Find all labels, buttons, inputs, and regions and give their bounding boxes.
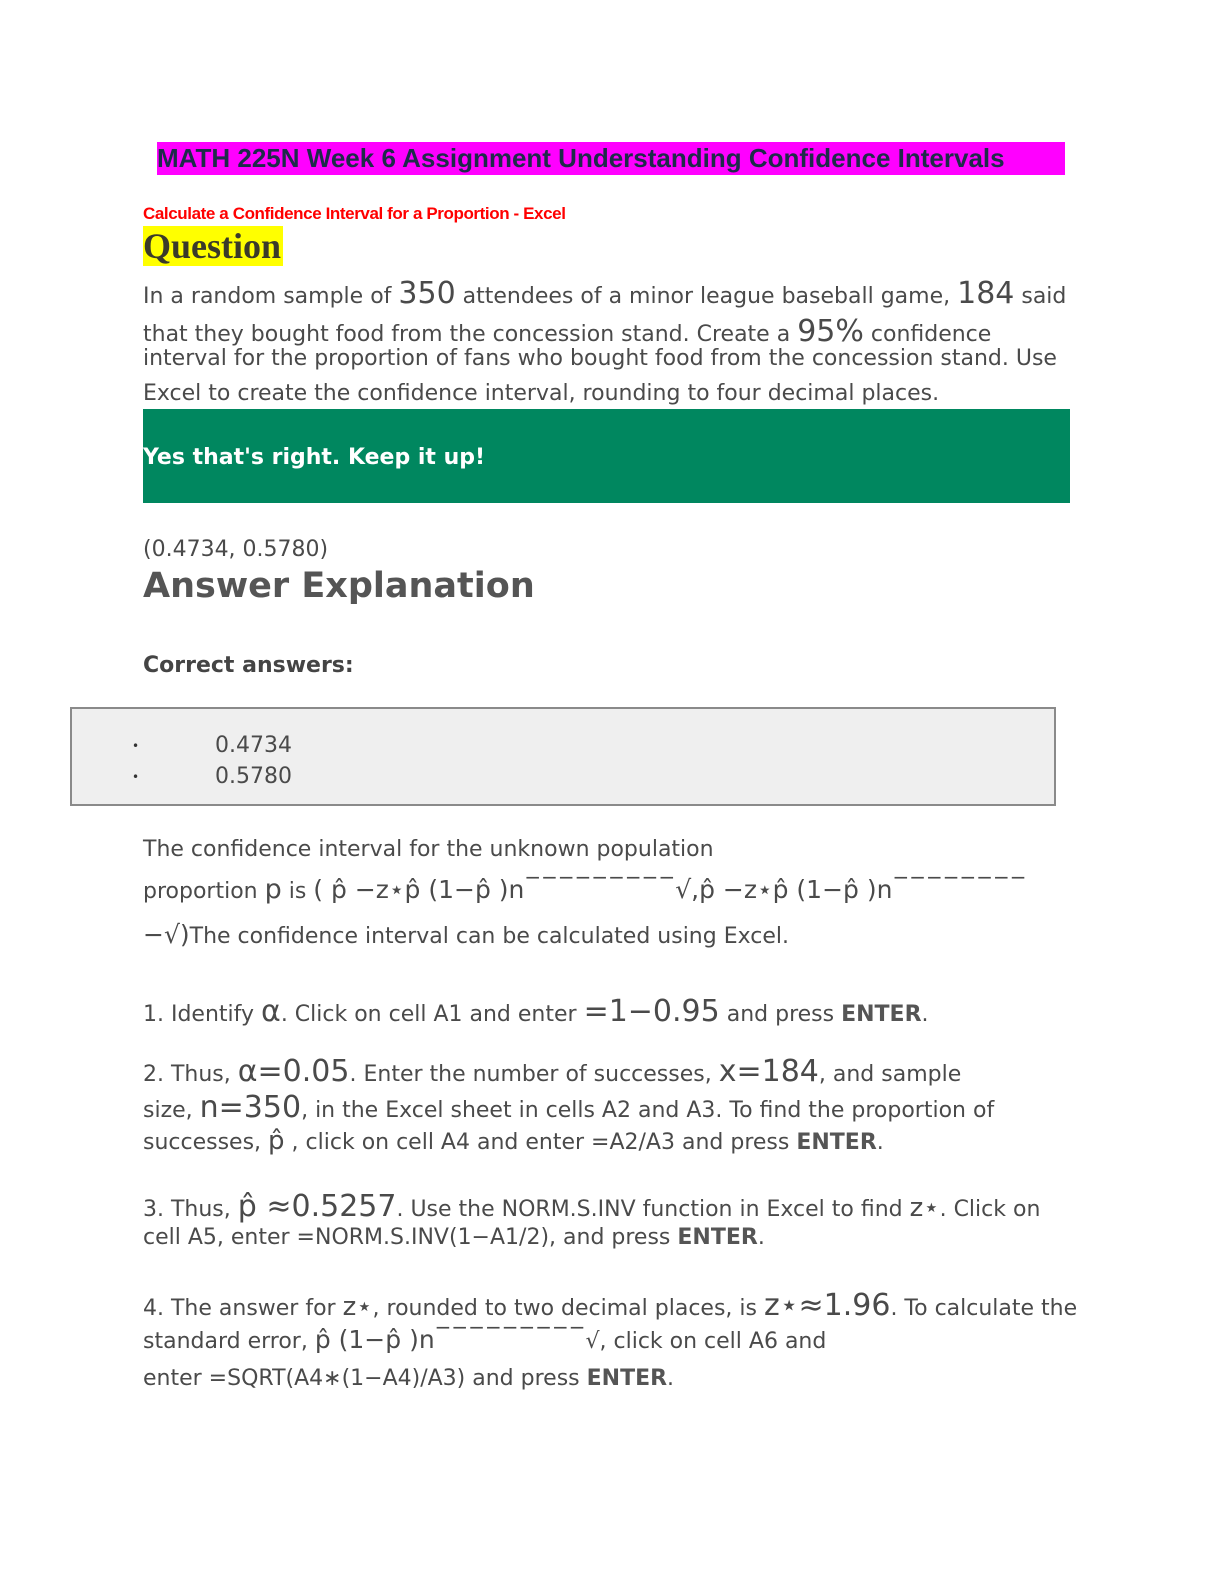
explanation-line-1: The confidence interval for the unknown population: [143, 837, 714, 862]
text: .: [921, 1002, 929, 1027]
step-1: [143, 994, 929, 1029]
math-formula: √,p̂ −z⋆p̂ (1−p̂ )n: [675, 875, 893, 904]
math-alpha: α: [261, 994, 281, 1029]
step-4-line-1: [143, 1288, 1077, 1323]
feedback-text: Yes that's right. Keep it up!: [143, 445, 486, 470]
step-3-line-1: [143, 1189, 1040, 1224]
text: said: [1014, 284, 1067, 309]
math-p: p: [264, 874, 282, 905]
text: , rounded to two decimal places, is: [372, 1296, 764, 1321]
question-line-1: [143, 276, 1073, 311]
math-expression: z⋆≈1.96: [763, 1288, 891, 1323]
question-heading: Question: [143, 226, 282, 266]
text: .: [757, 1225, 765, 1250]
math-overline: −−−−−−−−: [892, 865, 1027, 889]
math-p-hat: p̂: [268, 1126, 285, 1156]
math-overline: −−−−−−−−−: [434, 1315, 586, 1339]
math-expression: x=184: [718, 1054, 819, 1089]
text: standard error,: [143, 1329, 315, 1354]
text: 4. The answer for: [143, 1296, 343, 1321]
text: , and sample: [818, 1062, 962, 1087]
question-line-4: Excel to create the confidence interval, rounding to four decimal places.: [143, 381, 940, 406]
text: . To calculate the: [890, 1296, 1078, 1321]
text: .: [876, 1130, 884, 1155]
text: 3. Thus,: [143, 1197, 238, 1222]
math-formula: ( p̂ −z⋆p̂ (1−p̂ )n: [313, 875, 525, 904]
math-z-star: z⋆: [909, 1193, 940, 1223]
correct-answers-box: [70, 707, 1056, 806]
math-formula: −√): [143, 920, 190, 949]
key-label: ENTER: [677, 1225, 758, 1250]
text: that they bought food from the concession stand. Create a: [143, 322, 798, 347]
question-line-2: [143, 314, 1073, 349]
step-4-line-2: [143, 1315, 827, 1354]
question-line-3: interval for the proportion of fans who bought food from the concession stand. Use: [143, 346, 1057, 371]
text: proportion: [143, 879, 265, 904]
step-2-line-3: [143, 1126, 884, 1156]
text: is: [281, 879, 314, 904]
step-3-line-2: [143, 1225, 765, 1250]
text: . Click on cell A1 and enter: [280, 1002, 584, 1027]
math-overline: −−−−−−−−−: [524, 865, 676, 889]
text: 1. Identify: [143, 1002, 262, 1027]
text: .: [667, 1366, 675, 1391]
explanation-line-3: [143, 920, 1073, 949]
explanation-heading: Answer Explanation: [143, 566, 535, 606]
confidence-level: 95%: [797, 314, 864, 349]
text: . Enter the number of successes,: [349, 1062, 719, 1087]
bullet-icon: •: [132, 770, 140, 784]
key-label: ENTER: [841, 1002, 922, 1027]
step-4-line-3: [143, 1366, 674, 1391]
math-expression: p̂ ≈0.5257: [237, 1189, 397, 1224]
correct-answer-value: 0.4734: [215, 733, 292, 758]
text: cell A5, enter =NORM.S.INV(1−A1/2), and press: [143, 1225, 678, 1250]
bullet-icon: •: [132, 739, 140, 753]
text: enter =SQRT(A4∗(1−A4)/A3) and press: [143, 1366, 587, 1391]
text: In a random sample of: [143, 284, 399, 309]
math-z-star: z⋆: [342, 1292, 373, 1322]
text: confidence: [863, 322, 992, 347]
page-title: MATH 225N Week 6 Assignment Understanding Confidence Intervals: [157, 142, 1065, 175]
text: . Use the NORM.S.INV function in Excel to find: [396, 1197, 910, 1222]
step-2-line-2: [143, 1090, 994, 1125]
step-2-line-1: [143, 1054, 961, 1089]
text: 2. Thus,: [143, 1062, 238, 1087]
key-label: ENTER: [796, 1130, 877, 1155]
sample-size: 350: [398, 276, 456, 311]
text: , click on cell A4 and enter =A2/A3 and press: [284, 1130, 797, 1155]
text: size,: [143, 1098, 200, 1123]
text: and press: [719, 1002, 842, 1027]
text: attendees of a minor league baseball game,: [455, 284, 958, 309]
success-count: 184: [957, 276, 1015, 311]
text: , in the Excel sheet in cells A2 and A3. To find the proportion of: [301, 1098, 995, 1123]
key-label: ENTER: [586, 1366, 668, 1391]
section-subtitle: Calculate a Confidence Interval for a Proportion - Excel: [143, 204, 566, 223]
feedback-banner: [143, 409, 1070, 503]
math-formula: p̂ (1−p̂ )n: [314, 1325, 435, 1354]
text: . Click on: [939, 1197, 1041, 1222]
math-expression: α=0.05: [237, 1054, 350, 1089]
explanation-line-2: [143, 865, 1073, 905]
correct-answers-label: Correct answers:: [143, 653, 354, 678]
math-expression: =1−0.95: [583, 994, 720, 1029]
text: The confidence interval can be calculated using Excel.: [189, 924, 789, 949]
correct-answer-value: 0.5780: [215, 764, 292, 789]
submitted-answer: (0.4734, 0.5780): [143, 537, 329, 562]
text: √, click on cell A6 and: [585, 1329, 827, 1354]
math-expression: n=350: [199, 1090, 302, 1125]
text: successes,: [143, 1130, 269, 1155]
